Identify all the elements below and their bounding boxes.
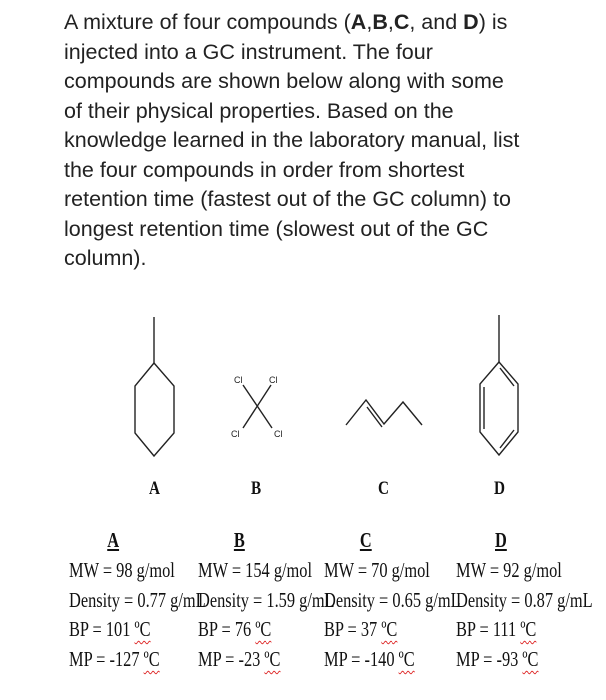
text: ) is [478, 10, 508, 34]
mp-value: MP = -23 [198, 646, 265, 671]
unit: ºC [134, 617, 151, 642]
mp [69, 645, 206, 675]
bp-value: BP = 76 [198, 617, 256, 642]
mw: MW = 92 g/mol [456, 558, 562, 582]
question-line: column). [64, 246, 147, 270]
mp-value: MP = -93 [456, 646, 523, 671]
structure-label-b: B [251, 478, 262, 499]
bp [198, 615, 335, 645]
text: , and [409, 10, 464, 34]
mp [324, 645, 461, 675]
question-line: of their physical properties. Based on the [64, 98, 454, 123]
unit: ºC [255, 617, 272, 642]
unit: ºC [381, 617, 398, 642]
structure-d-toluene [480, 315, 518, 455]
mp [198, 645, 335, 675]
structure-a-methylcyclohexane [135, 317, 174, 456]
text: A mixture of four compounds ( [64, 10, 351, 34]
density: Density = 0.77 g/mL [69, 587, 206, 612]
compound-a-properties [69, 528, 206, 674]
compound-ref: A [350, 10, 367, 34]
structure-label-c: C [378, 478, 389, 499]
question-line: knowledge learned in the laboratory manual, list [64, 128, 520, 152]
bp [324, 615, 461, 645]
text: , [387, 10, 394, 34]
structure-label-d: D [494, 478, 505, 499]
compound-d-properties [456, 528, 593, 674]
mp-value: MP = -140 [324, 646, 399, 671]
compound-heading: B [233, 528, 245, 552]
structure-label-a: A [149, 478, 160, 499]
bp-value: BP = 37 [324, 617, 382, 642]
cl-label: Cl [231, 429, 240, 439]
cl-label: Cl [234, 375, 243, 385]
structure-c-pentene [346, 400, 422, 427]
mw: MW = 154 g/mol [198, 558, 313, 582]
bp-value: BP = 101 [69, 617, 135, 642]
compound-ref: B [372, 10, 388, 34]
unit: ºC [398, 646, 415, 671]
compound-heading: C [359, 528, 372, 552]
compound-heading: D [495, 528, 507, 552]
density: Density = 1.59 g/mL [198, 587, 335, 612]
unit: ºC [143, 646, 160, 671]
question-line: the four compounds in order from shortest [64, 157, 465, 182]
mw: MW = 70 g/mol [324, 558, 430, 582]
cl-label: Cl [274, 429, 283, 439]
mp-value: MP = -127 [69, 646, 144, 671]
unit: ºC [264, 646, 281, 671]
compound-ref: C [393, 10, 410, 34]
bp-value: BP = 111 [456, 617, 521, 642]
compound-ref: D [463, 10, 479, 34]
question-line: compounds are shown below along with some [64, 69, 504, 93]
unit: ºC [520, 617, 537, 642]
compound-c-properties [324, 528, 461, 674]
density: Density = 0.65 g/mL [324, 587, 461, 612]
density: Density = 0.87 g/mL [456, 587, 593, 612]
compound-heading: A [107, 528, 120, 552]
cl-label: Cl [269, 375, 278, 385]
structure-b-carbon-tetrachloride [231, 375, 283, 439]
unit: ºC [522, 646, 539, 671]
compound-b-properties [198, 528, 335, 674]
question-line: longest retention time (slowest out of the GC [64, 216, 489, 241]
mw: MW = 98 g/mol [69, 558, 175, 582]
bp [456, 615, 593, 645]
mp [456, 645, 593, 675]
question-line: injected into a GC instrument. The four [64, 39, 433, 64]
bp [69, 615, 206, 645]
question-line: retention time (fastest out of the GC column) to [64, 187, 511, 211]
text: , [366, 10, 373, 34]
